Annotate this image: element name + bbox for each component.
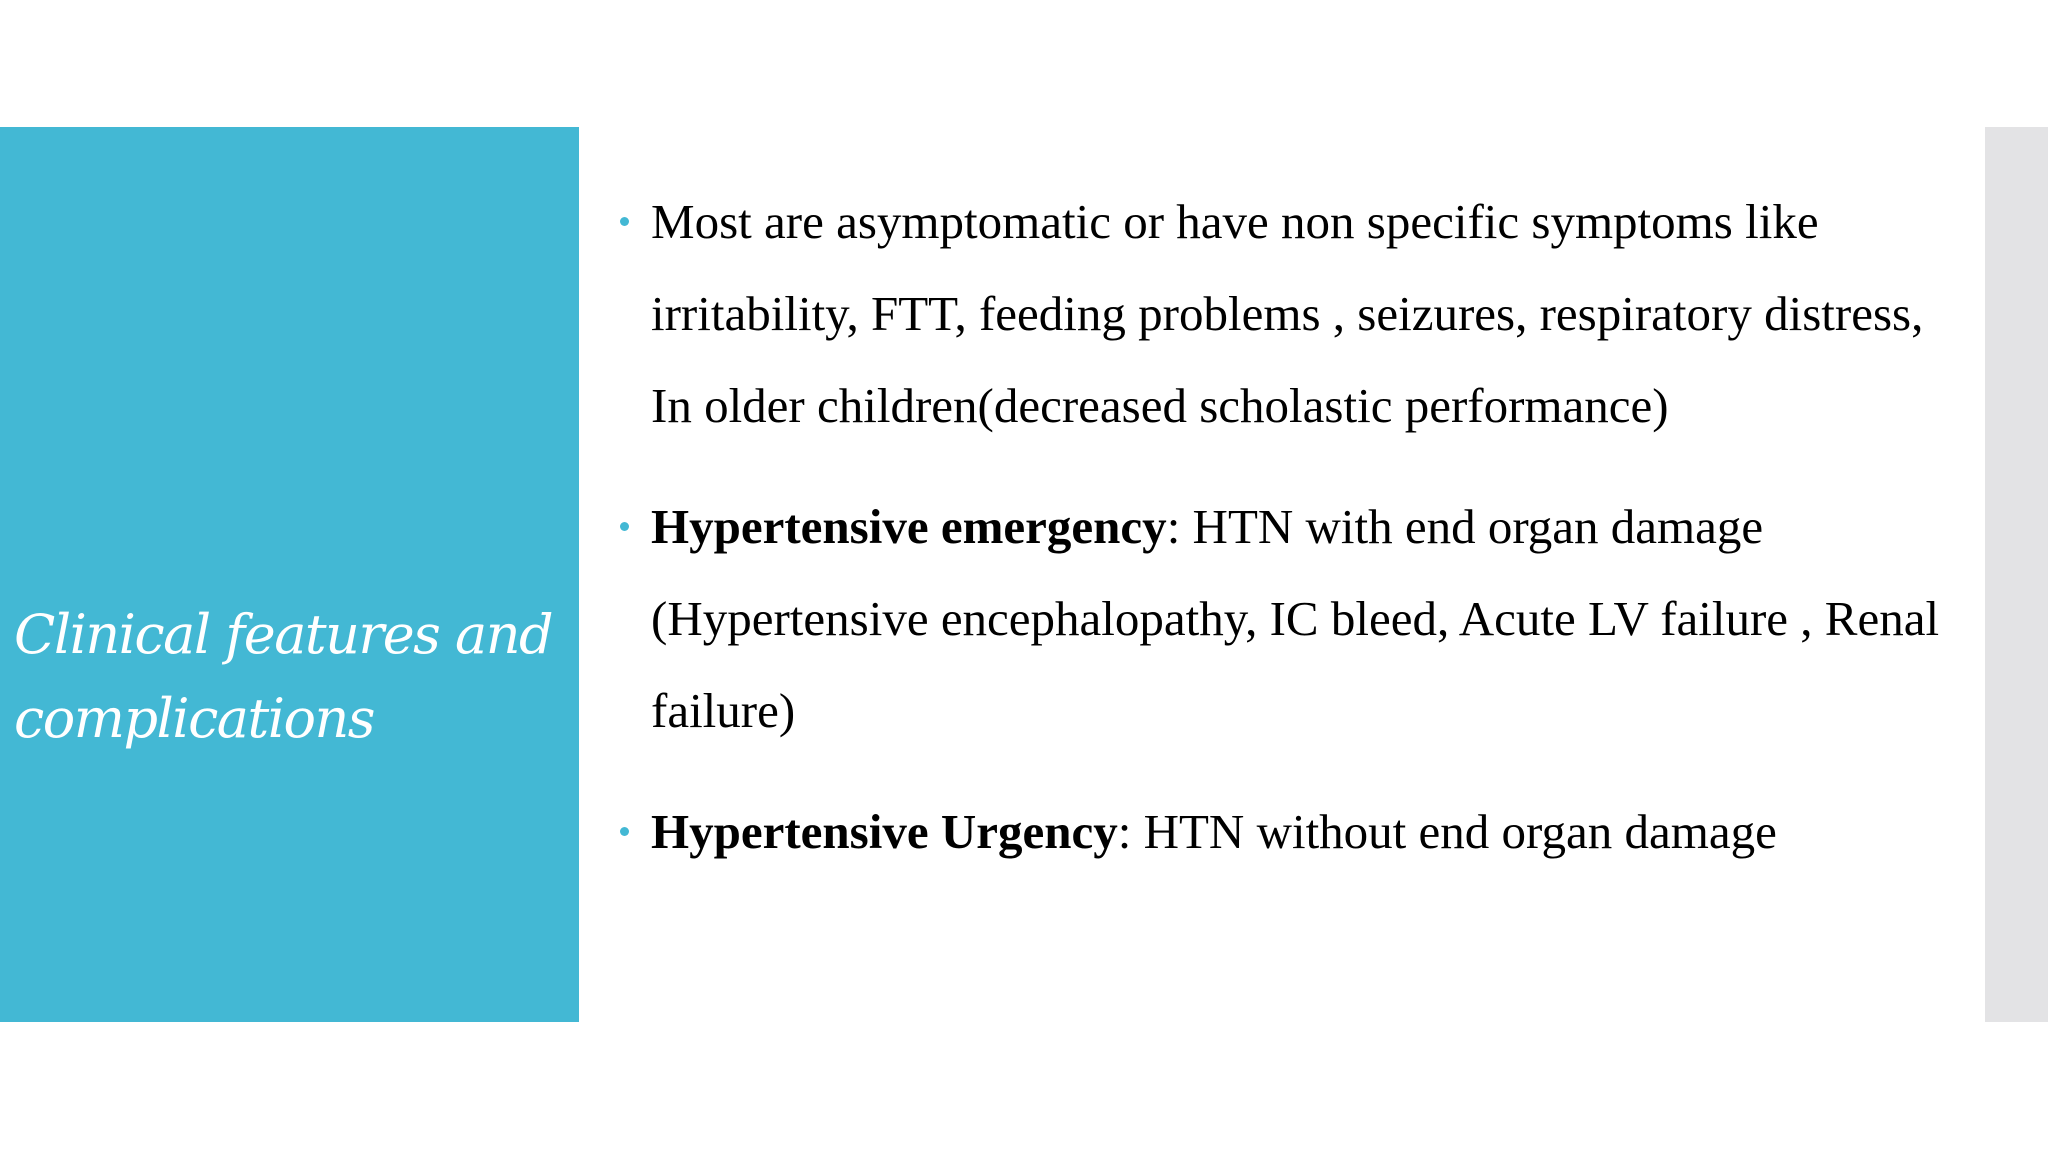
bullet-list xyxy=(620,176,1960,907)
bullet-text: : HTN without end organ damage xyxy=(1117,804,1777,859)
bullet-text: : HTN with end organ damage (Hypertensive encephalopathy, IC bleed, Acute LV failure , Renal failure) xyxy=(651,499,1940,738)
title-panel xyxy=(0,127,579,1022)
bullet-dot-icon xyxy=(620,827,629,836)
slide-title: Clinical features and complications xyxy=(14,603,553,750)
bullet-item-urgency xyxy=(620,786,1960,878)
bullet-term: Hypertensive emergency xyxy=(651,499,1167,554)
bullet-term: Hypertensive Urgency xyxy=(651,804,1118,859)
bullet-item-emergency xyxy=(620,481,1960,757)
bullet-item-symptoms xyxy=(620,176,1960,452)
bullet-text: Most are asymptomatic or have non specific symptoms like irritability, FTT, feeding problems , seizures, respiratory distress, In older children(decreased scholastic performance) xyxy=(651,194,1924,433)
bullet-dot-icon xyxy=(620,217,629,226)
right-side-strip xyxy=(1985,127,2048,1022)
bullet-dot-icon xyxy=(620,522,629,531)
